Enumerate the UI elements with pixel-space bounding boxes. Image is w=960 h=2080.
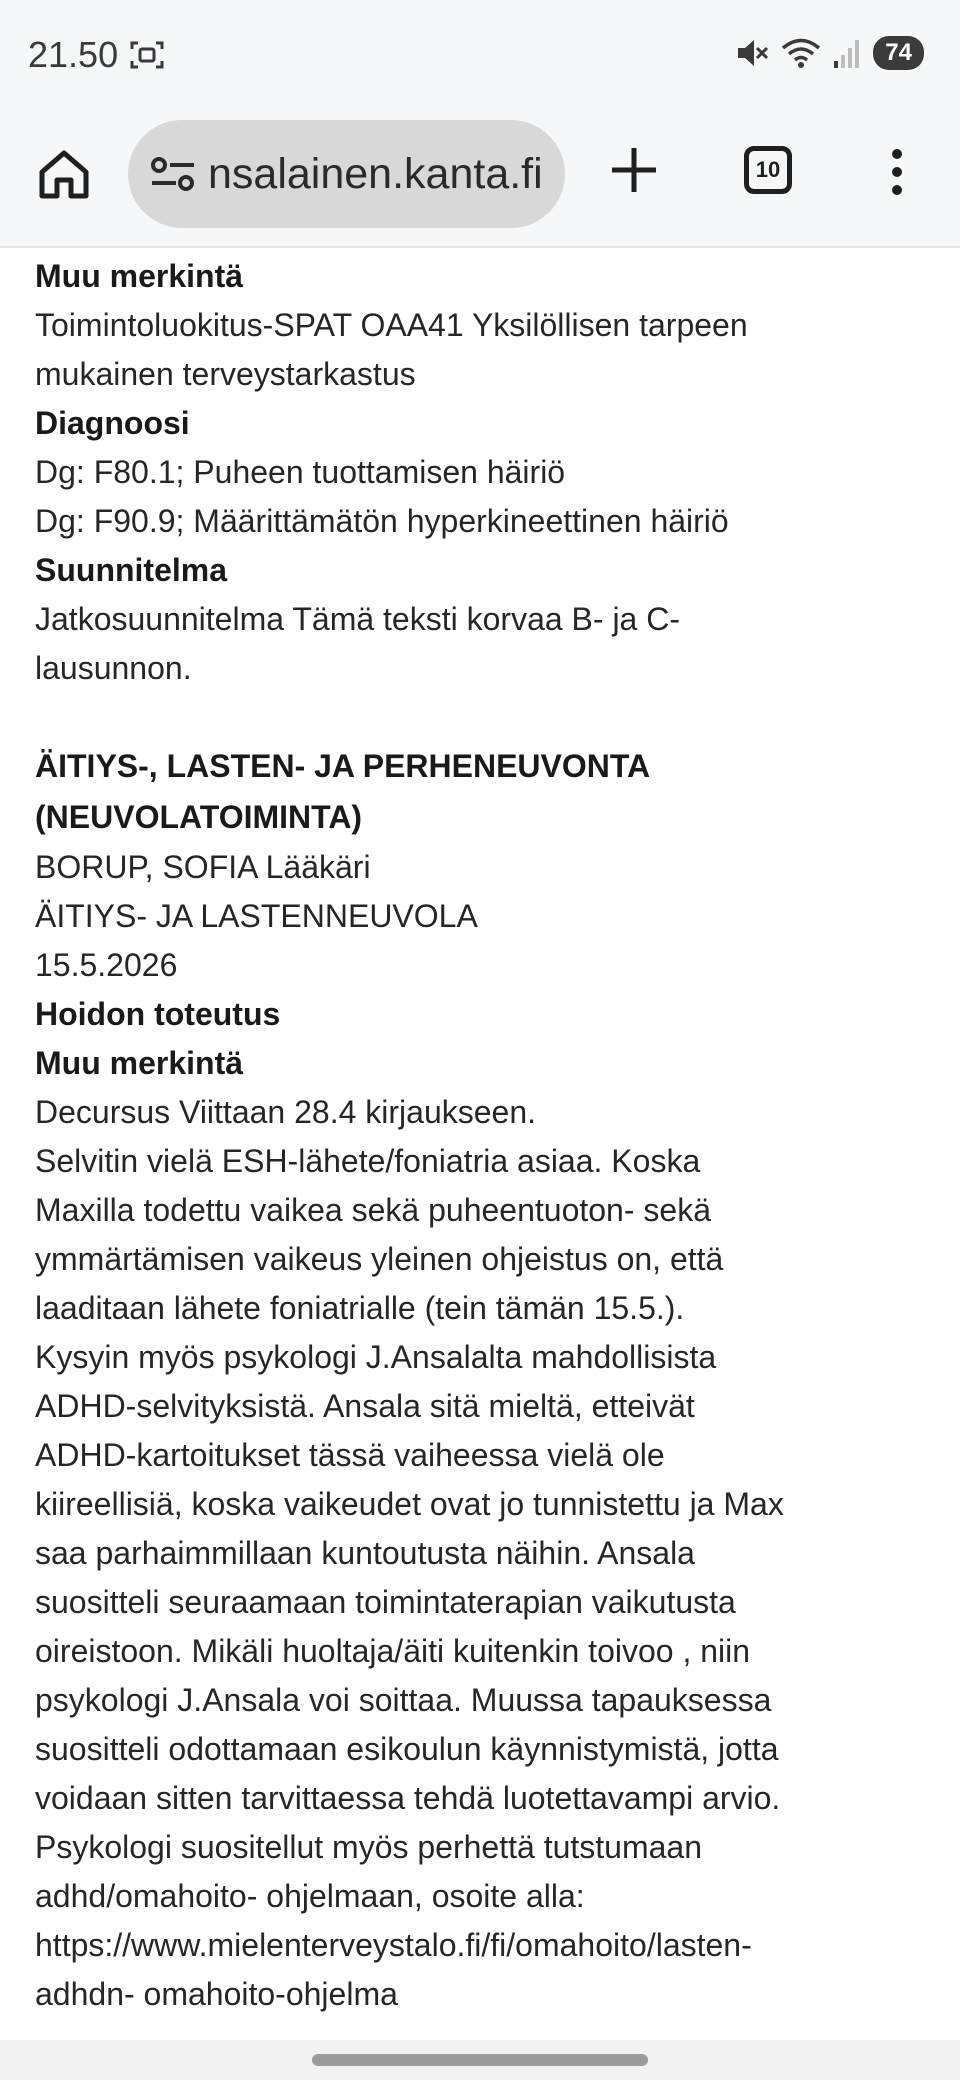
muu-text-line: mukainen terveystarkastus [35,356,416,392]
status-bar [0,0,960,112]
body-text-line: suositteli seuraamaan toimintaterapian vaikutusta [35,1584,736,1620]
home-icon[interactable] [36,146,92,202]
suunnitelma-line: Jatkosuunnitelma Tämä teksti korvaa B- ja C- [35,601,680,637]
address-bar[interactable] [128,120,565,228]
system-nav-bar [0,2040,960,2080]
body-text-line: saa parhaimmillaan kuntoutusta näihin. Ansala [35,1535,695,1571]
gesture-handle[interactable] [312,2054,648,2066]
entry-author: BORUP, SOFIA Lääkäri [35,849,371,885]
mute-icon [735,37,769,69]
label-suunnitelma: Suunnitelma [35,552,228,588]
entry-date: 15.5.2026 [35,947,178,983]
diagnosis-line: Dg: F90.9; Määrittämätön hyperkineettinen häiriö [35,503,729,539]
body-text-line: laaditaan lähete foniatrialle (tein tämän 15.5.). [35,1290,685,1326]
label-muu-merkinta: Muu merkintä [35,1045,244,1081]
label-muu-merkinta: Muu merkintä [35,258,244,294]
signal-icon [833,37,861,69]
entry-body [35,1088,960,2019]
body-text-line: Maxilla todettu vaikea sekä puheentuoton- sekä [35,1192,711,1228]
tab-switcher-button[interactable]: 10 [744,146,792,194]
url-text[interactable]: nsalainen.kanta.fi [208,150,543,198]
body-text-line: suositteli odottamaan esikoulun käynnistymistä, jotta [35,1731,779,1767]
body-text-line: Selvitin vielä ESH-lähete/foniatria asiaa. Koska [35,1143,701,1179]
body-text-line: kiireellisiä, koska vaikeudet ovat jo tunnistettu ja Max [35,1486,784,1522]
body-text-line: Kysyin myös psykologi J.Ansalalta mahdollisista [35,1339,717,1375]
body-text-line: adhd/omahoito- ohjelmaan, osoite alla: [35,1878,585,1914]
body-text-line: oireistoon. Mikäli huoltaja/äiti kuitenkin toivoo , niin [35,1633,751,1669]
body-text-line: Decursus Viittaan 28.4 kirjaukseen. [35,1094,537,1130]
browser-toolbar [0,112,960,248]
diagnosis-line: Dg: F80.1; Puheen tuottamisen häiriö [35,454,566,490]
entry-heading: (NEUVOLATOIMINTA) [35,799,363,835]
body-text-line: adhdn- omahoito-ohjelma [35,1976,398,2012]
body-text-line: ymmärtämisen vaikeus yleinen ohjeistus on, että [35,1241,724,1277]
battery-indicator: 74 [873,36,924,70]
status-icons [735,36,924,70]
new-tab-icon[interactable] [608,144,660,196]
suunnitelma-line: lausunnon. [35,650,192,686]
body-text-line: Psykologi suositellut myös perhettä tutstumaan [35,1829,702,1865]
status-time: 21.50 [28,34,119,75]
entry-unit: ÄITIYS- JA LASTENNEUVOLA [35,898,478,934]
body-text-line: voidaan sitten tarvittaessa tehdä luotettavampi arvio. [35,1780,781,1816]
record-content [35,252,960,2045]
site-settings-icon[interactable] [150,154,196,194]
label-hoidon-toteutus: Hoidon toteutus [35,996,281,1032]
wifi-icon [781,37,821,69]
body-text-line: ADHD-selvityksistä. Ansala sitä mieltä, etteivät [35,1388,695,1424]
body-text-line: psykologi J.Ansala voi soittaa. Muussa tapauksessa [35,1682,772,1718]
label-diagnoosi: Diagnoosi [35,405,190,441]
entry-heading: ÄITIYS-, LASTEN- JA PERHENEUVONTA [35,748,651,784]
muu-text-line: Toimintoluokitus-SPAT OAA41 Yksilöllisen tarpeen [35,307,748,343]
body-text-line: ADHD-kartoitukset tässä vaiheessa vielä ole [35,1437,665,1473]
screenshot-icon [130,40,164,70]
more-menu-icon[interactable] [882,148,912,196]
body-text-line: https://www.mielenterveystalo.fi/fi/omahoito/lasten- [35,1927,752,1963]
